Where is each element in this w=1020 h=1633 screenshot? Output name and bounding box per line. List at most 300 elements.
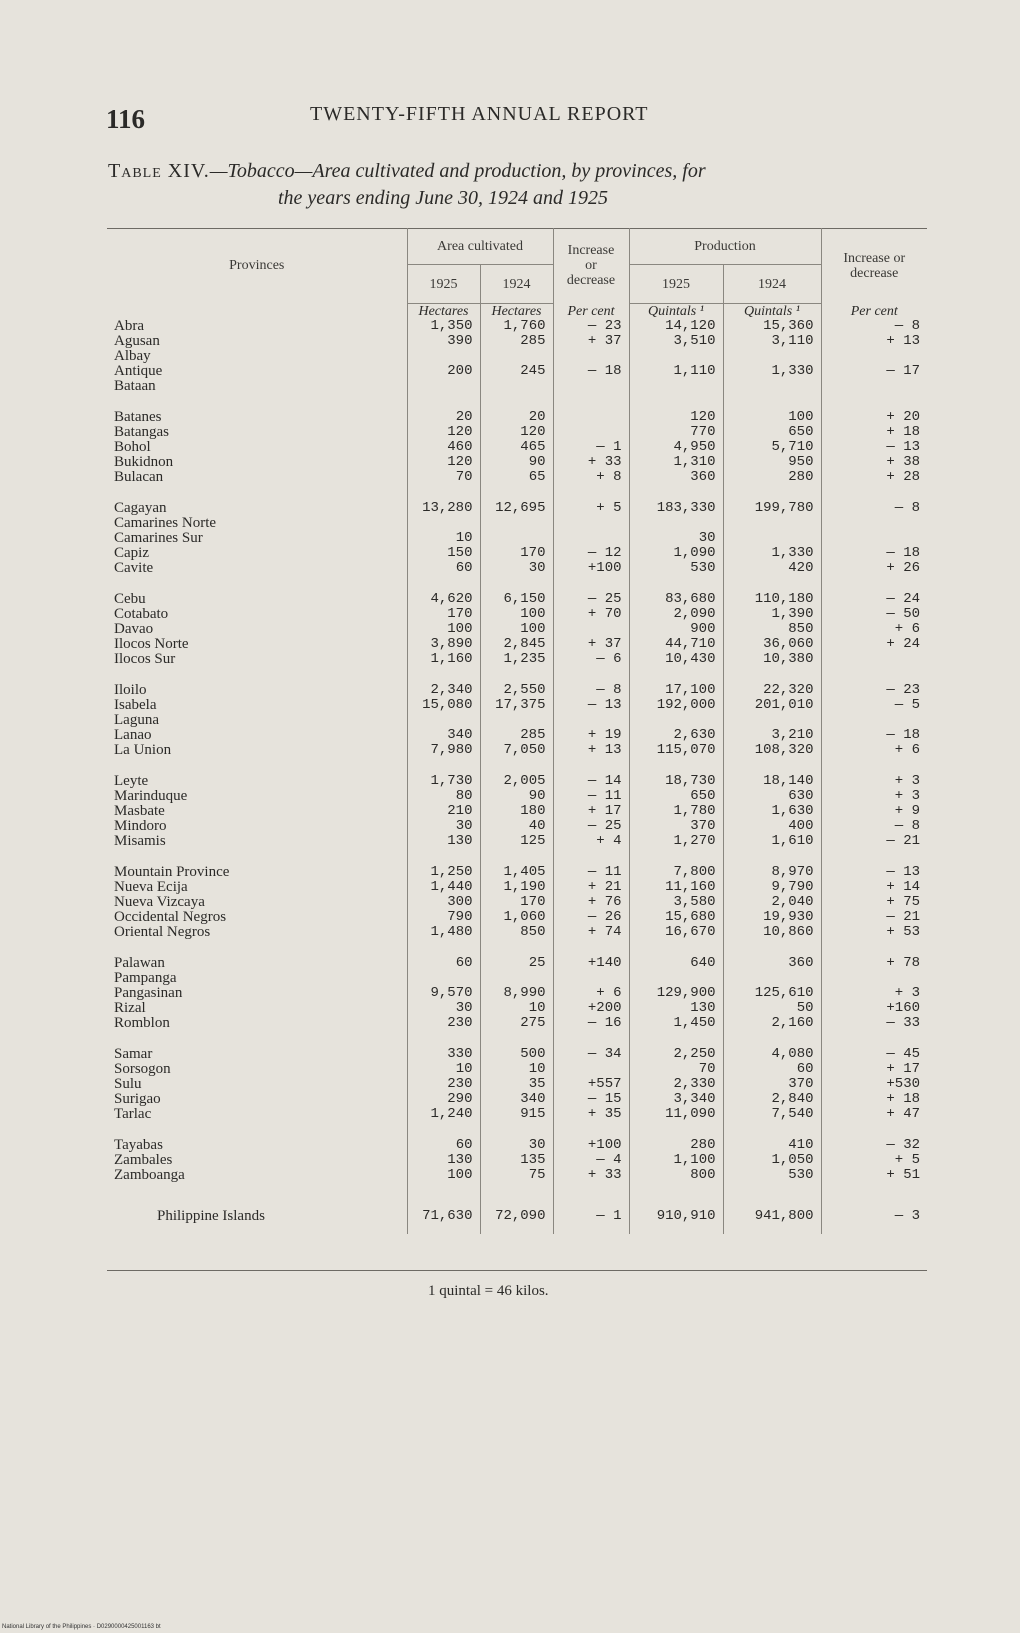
cell-production-1924: 370 — [723, 1077, 821, 1092]
cell-area-change: + 33 — [553, 1168, 629, 1183]
cell-area-1925: 30 — [407, 819, 480, 834]
table-row — [107, 804, 927, 819]
cell-area-1924: 100 — [480, 607, 553, 622]
caption-title-line1: —Tobacco—Area cultivated and production, by provinces, for — [209, 160, 706, 182]
cell-area-1924: 2,550 — [480, 683, 553, 698]
cell-production-1924: 19,930 — [723, 910, 821, 925]
cell-production-change: — 50 — [886, 606, 920, 622]
cell-production-1924: 630 — [723, 789, 821, 804]
header-production-1924: 1924 — [723, 265, 821, 304]
spacer-cell — [407, 940, 480, 956]
cell-area-change: — 18 — [553, 364, 629, 379]
spacer-cell — [107, 849, 407, 865]
cell-province: Masbate — [107, 804, 407, 819]
spacer-cell — [407, 667, 480, 683]
spacer-cell — [480, 576, 553, 592]
spacer-cell — [821, 758, 927, 774]
cell-production-1924: 1,330 — [723, 546, 821, 561]
cell-area-1925: 460 — [407, 440, 480, 455]
cell-area-change: — 14 — [553, 774, 629, 789]
cell-province: Bukidnon — [107, 455, 407, 470]
cell-production-change: — 18 — [886, 727, 920, 743]
cell-area-change: — 34 — [553, 1047, 629, 1062]
cell-area-change: +100 — [553, 1138, 629, 1153]
cell-area-1924: 65 — [480, 470, 553, 485]
cell-area-change: — 1 — [553, 440, 629, 455]
cell-production-1924: 850 — [723, 622, 821, 637]
cell-production-1925 — [629, 971, 723, 986]
cell-area-change: + 37 — [553, 637, 629, 652]
cell-area-change: — 12 — [553, 546, 629, 561]
cell-area-1924: 75 — [480, 1168, 553, 1183]
spacer-cell — [553, 394, 629, 410]
cell-area-change: — 13 — [553, 698, 629, 713]
spacer-cell — [723, 1122, 821, 1138]
spacer-cell — [821, 1122, 927, 1138]
cell-province: Pampanga — [107, 971, 407, 986]
cell-province: Iloilo — [107, 683, 407, 698]
spacer-cell — [553, 667, 629, 683]
table-row — [107, 652, 927, 667]
spacer-cell — [629, 849, 723, 865]
cell-production-change: + 9 — [894, 803, 920, 819]
cell-production-1924: 360 — [723, 956, 821, 971]
cell-area-change: +557 — [553, 1077, 629, 1092]
spacer-cell — [480, 485, 553, 501]
cell-production-1924: 2,040 — [723, 895, 821, 910]
spacer-cell — [407, 394, 480, 410]
spacer-cell — [821, 849, 927, 865]
cell-area-change: — 25 — [553, 592, 629, 607]
cell-area-1925: 15,080 — [407, 698, 480, 713]
table-body — [107, 304, 927, 1235]
table-row — [107, 895, 927, 910]
cell-area-1924 — [480, 349, 553, 364]
cell-area-1924: 1,760 — [480, 319, 553, 334]
cell-area-change: + 70 — [553, 607, 629, 622]
group-spacer — [107, 576, 927, 592]
cell-province: Surigao — [107, 1092, 407, 1107]
spacer-cell — [107, 1122, 407, 1138]
table-row — [107, 637, 927, 652]
cell-province: Tarlac — [107, 1107, 407, 1122]
cell-production-change: — 5 — [894, 697, 920, 713]
table-row — [107, 1016, 927, 1031]
spacer-cell — [480, 940, 553, 956]
table-row — [107, 789, 927, 804]
cell-production-1925: 129,900 — [629, 986, 723, 1001]
cell-production-1924: 8,970 — [723, 865, 821, 880]
cell-area-1924: 90 — [480, 455, 553, 470]
cell-province: Cebu — [107, 592, 407, 607]
cell-production-1924 — [723, 971, 821, 986]
cell-province: Tayabas — [107, 1138, 407, 1153]
cell-area-1925: 230 — [407, 1077, 480, 1092]
table-row — [107, 1138, 927, 1153]
unit-quintals: Quintals ¹ — [723, 304, 821, 320]
unit-hectares: Hectares — [480, 304, 553, 320]
table-row — [107, 546, 927, 561]
cell-production-1925: 115,070 — [629, 743, 723, 758]
cell-province: Agusan — [107, 334, 407, 349]
cell-area-change — [553, 1062, 629, 1077]
cell-area-1924: 170 — [480, 895, 553, 910]
cell-area-1924: 30 — [480, 561, 553, 576]
cell-production-change — [821, 531, 927, 546]
cell-area-1925 — [407, 516, 480, 531]
group-spacer — [107, 940, 927, 956]
cell-production-1925: 18,730 — [629, 774, 723, 789]
cell-production-1925: 16,670 — [629, 925, 723, 940]
cell-area-1924: 340 — [480, 1092, 553, 1107]
cell-area-change: +140 — [553, 956, 629, 971]
cell-production-1925: 183,330 — [629, 501, 723, 516]
cell-production-1925: 130 — [629, 1001, 723, 1016]
cell-production-1924: 280 — [723, 470, 821, 485]
spacer-cell — [553, 1183, 629, 1199]
cell-area-1925: 1,440 — [407, 880, 480, 895]
cell-production-1924: 18,140 — [723, 774, 821, 789]
cell-production-1924: 530 — [723, 1168, 821, 1183]
cell-province: Ilocos Norte — [107, 637, 407, 652]
spacer-cell — [723, 758, 821, 774]
cell-area-change: + 6 — [553, 986, 629, 1001]
cell-province: Bohol — [107, 440, 407, 455]
spacer-cell — [107, 485, 407, 501]
units-blank — [107, 304, 407, 320]
cell-area-1925: 100 — [407, 622, 480, 637]
cell-province: Samar — [107, 1047, 407, 1062]
table-row — [107, 728, 927, 743]
cell-area-change: + 74 — [553, 925, 629, 940]
cell-province: Marinduque — [107, 789, 407, 804]
cell-area-1924: 100 — [480, 622, 553, 637]
cell-area-1925: 1,160 — [407, 652, 480, 667]
spacer-cell — [723, 394, 821, 410]
cell-area-1925: 71,630 — [407, 1199, 480, 1234]
cell-production-1925: 15,680 — [629, 910, 723, 925]
cell-area-1925: 340 — [407, 728, 480, 743]
table-row — [107, 349, 927, 364]
cell-province: Romblon — [107, 1016, 407, 1031]
cell-province: Isabela — [107, 698, 407, 713]
cell-production-1924 — [723, 516, 821, 531]
cell-area-1925: 60 — [407, 561, 480, 576]
tobacco-table — [107, 228, 927, 1234]
spacer-cell — [629, 667, 723, 683]
spacer-cell — [553, 940, 629, 956]
table-row — [107, 1062, 927, 1077]
cell-production-1925: 70 — [629, 1062, 723, 1077]
cell-production-change: + 51 — [886, 1167, 920, 1183]
cell-production-change: — 17 — [886, 363, 920, 379]
cell-production-change — [821, 349, 927, 364]
spacer-cell — [629, 576, 723, 592]
cell-production-1925: 2,630 — [629, 728, 723, 743]
spacer-cell — [629, 940, 723, 956]
cell-production-1925: 1,450 — [629, 1016, 723, 1031]
unit-per-cent: Per cent — [850, 303, 898, 319]
cell-production-1925: 1,110 — [629, 364, 723, 379]
cell-area-1925: 210 — [407, 804, 480, 819]
spacer-cell — [107, 940, 407, 956]
cell-production-1924: 15,360 — [723, 319, 821, 334]
cell-area-1924 — [480, 713, 553, 728]
group-spacer — [107, 1031, 927, 1047]
cell-area-1925: 1,350 — [407, 319, 480, 334]
table-row — [107, 364, 927, 379]
spacer-cell — [107, 667, 407, 683]
spacer-cell — [107, 576, 407, 592]
spacer-cell — [821, 667, 927, 683]
cell-province: Lanao — [107, 728, 407, 743]
cell-production-1925: 910,910 — [629, 1199, 723, 1234]
cell-production-1924: 7,540 — [723, 1107, 821, 1122]
cell-area-1925: 1,730 — [407, 774, 480, 789]
cell-area-1924: 12,695 — [480, 501, 553, 516]
cell-area-1924 — [480, 516, 553, 531]
cell-area-change: — 25 — [553, 819, 629, 834]
caption-lead: Table XIV. — [108, 160, 210, 182]
cell-province: Camarines Norte — [107, 516, 407, 531]
spacer-cell — [480, 394, 553, 410]
cell-area-change — [553, 425, 629, 440]
spacer-cell — [553, 758, 629, 774]
cell-production-1924: 1,610 — [723, 834, 821, 849]
table-row — [107, 774, 927, 789]
cell-production-1925: 650 — [629, 789, 723, 804]
cell-area-change — [553, 971, 629, 986]
cell-production-change: + 14 — [886, 879, 920, 895]
cell-province: Zamboanga — [107, 1168, 407, 1183]
cell-area-1924: 40 — [480, 819, 553, 834]
group-spacer — [107, 667, 927, 683]
spacer-cell — [407, 758, 480, 774]
cell-production-1925: 640 — [629, 956, 723, 971]
spacer-cell — [553, 1031, 629, 1047]
cell-area-1924: 125 — [480, 834, 553, 849]
table-row — [107, 834, 927, 849]
table-row — [107, 698, 927, 713]
header-area-cultivated: Area cultivated — [407, 228, 553, 265]
cell-area-1925: 60 — [407, 956, 480, 971]
cell-area-change: + 21 — [553, 880, 629, 895]
table-row — [107, 440, 927, 455]
cell-province: Misamis — [107, 834, 407, 849]
cell-area-1925: 120 — [407, 455, 480, 470]
cell-area-change: — 11 — [553, 865, 629, 880]
spacer-cell — [407, 576, 480, 592]
table-row — [107, 971, 927, 986]
cell-production-change: + 17 — [886, 1061, 920, 1077]
cell-area-1925: 20 — [407, 410, 480, 425]
cell-area-change: — 4 — [553, 1153, 629, 1168]
cell-production-1924: 201,010 — [723, 698, 821, 713]
cell-production-change: + 3 — [894, 773, 920, 789]
spacer-cell — [629, 1183, 723, 1199]
cell-area-1924: 285 — [480, 728, 553, 743]
cell-production-1924: 941,800 — [723, 1199, 821, 1234]
cell-area-1925: 13,280 — [407, 501, 480, 516]
cell-production-change: + 3 — [894, 788, 920, 804]
cell-production-1924: 650 — [723, 425, 821, 440]
cell-production-change: — 8 — [894, 318, 920, 334]
spacer-cell — [723, 485, 821, 501]
cell-production-change — [821, 379, 927, 394]
cell-area-1924: 1,190 — [480, 880, 553, 895]
cell-area-1925: 120 — [407, 425, 480, 440]
cell-production-1924: 1,390 — [723, 607, 821, 622]
cell-production-change: + 38 — [886, 454, 920, 470]
cell-production-1925: 3,340 — [629, 1092, 723, 1107]
cell-production-change: — 13 — [886, 439, 920, 455]
cell-production-change: + 26 — [886, 560, 920, 576]
cell-area-change: + 17 — [553, 804, 629, 819]
cell-area-change: — 11 — [553, 789, 629, 804]
cell-area-1925: 130 — [407, 1153, 480, 1168]
cell-area-1925: 290 — [407, 1092, 480, 1107]
cell-province: Davao — [107, 622, 407, 637]
header-production: Production — [629, 228, 821, 265]
cell-production-1925 — [629, 713, 723, 728]
cell-area-1925: 3,890 — [407, 637, 480, 652]
cell-production-1924 — [723, 713, 821, 728]
table-row — [107, 986, 927, 1001]
cell-production-change: — 8 — [894, 818, 920, 834]
cell-area-1924: 90 — [480, 789, 553, 804]
cell-area-change: +100 — [553, 561, 629, 576]
cell-production-change — [821, 516, 927, 531]
cell-production-change: — 8 — [894, 500, 920, 516]
spacer-cell — [553, 485, 629, 501]
cell-production-change: + 53 — [886, 924, 920, 940]
cell-area-1924: 2,005 — [480, 774, 553, 789]
unit-hectares: Hectares — [407, 304, 480, 320]
cell-production-change — [821, 971, 927, 986]
table-row — [107, 561, 927, 576]
cell-area-change: + 19 — [553, 728, 629, 743]
spacer-cell — [553, 576, 629, 592]
cell-area-change: +200 — [553, 1001, 629, 1016]
cell-production-1924: 420 — [723, 561, 821, 576]
cell-production-change: + 5 — [894, 1152, 920, 1168]
cell-production-1925: 530 — [629, 561, 723, 576]
cell-production-1924: 3,110 — [723, 334, 821, 349]
cell-area-1924: 2,845 — [480, 637, 553, 652]
spacer-cell — [480, 849, 553, 865]
cell-area-1924: 1,235 — [480, 652, 553, 667]
cell-area-1924: 10 — [480, 1001, 553, 1016]
cell-area-1924: 8,990 — [480, 986, 553, 1001]
cell-production-1924: 10,860 — [723, 925, 821, 940]
cell-area-1925: 30 — [407, 1001, 480, 1016]
cell-production-change: + 18 — [886, 424, 920, 440]
cell-production-1924: 60 — [723, 1062, 821, 1077]
spacer-cell — [480, 1183, 553, 1199]
cell-area-1924: 30 — [480, 1138, 553, 1153]
cell-area-change: — 6 — [553, 652, 629, 667]
spacer-cell — [629, 485, 723, 501]
cell-province: Cagayan — [107, 501, 407, 516]
cell-production-change: + 3 — [894, 985, 920, 1001]
cell-production-change: — 13 — [886, 864, 920, 880]
cell-area-1924: 285 — [480, 334, 553, 349]
cell-production-change: +160 — [886, 1000, 920, 1016]
cell-production-change: — 45 — [886, 1046, 920, 1062]
spacer-cell — [107, 1031, 407, 1047]
cell-production-change: + 75 — [886, 894, 920, 910]
cell-production-change: — 21 — [886, 833, 920, 849]
running-head: TWENTY-FIFTH ANNUAL REPORT — [310, 103, 649, 125]
table-row — [107, 910, 927, 925]
table-row — [107, 1107, 927, 1122]
spacer-cell — [821, 576, 927, 592]
table-row — [107, 531, 927, 546]
cell-area-1925: 390 — [407, 334, 480, 349]
cell-production-change: — 32 — [886, 1137, 920, 1153]
cell-area-1924: 1,060 — [480, 910, 553, 925]
cell-province: Leyte — [107, 774, 407, 789]
cell-area-1924: 915 — [480, 1107, 553, 1122]
table-row — [107, 319, 927, 334]
caption-title-line2: the years ending June 30, 1924 and 1925 — [278, 187, 608, 209]
cell-area-1924: 35 — [480, 1077, 553, 1092]
cell-production-1924: 108,320 — [723, 743, 821, 758]
cell-area-1925: 1,240 — [407, 1107, 480, 1122]
spacer-cell — [821, 485, 927, 501]
header-area-1925: 1925 — [407, 265, 480, 304]
table-row — [107, 683, 927, 698]
unit-per-cent: Per cent — [553, 304, 629, 320]
spacer-cell — [553, 849, 629, 865]
table-row — [107, 1001, 927, 1016]
cell-production-1924: 199,780 — [723, 501, 821, 516]
spacer-cell — [629, 1031, 723, 1047]
cell-area-1925: 9,570 — [407, 986, 480, 1001]
cell-production-1925: 7,800 — [629, 865, 723, 880]
spacer-cell — [107, 394, 407, 410]
cell-area-change — [553, 713, 629, 728]
cell-area-1925: 150 — [407, 546, 480, 561]
header-production-1925: 1925 — [629, 265, 723, 304]
cell-area-change — [553, 379, 629, 394]
cell-production-1924: 50 — [723, 1001, 821, 1016]
cell-production-1924: 1,630 — [723, 804, 821, 819]
group-spacer — [107, 758, 927, 774]
cell-production-1925: 1,100 — [629, 1153, 723, 1168]
cell-production-1925: 770 — [629, 425, 723, 440]
group-spacer — [107, 485, 927, 501]
cell-province: Sulu — [107, 1077, 407, 1092]
header-area-1924: 1924 — [480, 265, 553, 304]
cell-production-change: +530 — [886, 1076, 920, 1092]
cell-area-change — [553, 349, 629, 364]
cell-production-change: + 47 — [886, 1106, 920, 1122]
cell-production-change: — 21 — [886, 909, 920, 925]
cell-area-1925: 80 — [407, 789, 480, 804]
cell-area-1924: 72,090 — [480, 1199, 553, 1234]
cell-production-change: — 3 — [894, 1208, 920, 1224]
table-row — [107, 743, 927, 758]
table-row — [107, 470, 927, 485]
cell-province: Capiz — [107, 546, 407, 561]
cell-area-change: + 13 — [553, 743, 629, 758]
cell-province: Oriental Negros — [107, 925, 407, 940]
cell-production-1925: 4,950 — [629, 440, 723, 455]
cell-production-1924: 410 — [723, 1138, 821, 1153]
cell-production-change — [821, 652, 927, 667]
cell-production-1925: 17,100 — [629, 683, 723, 698]
